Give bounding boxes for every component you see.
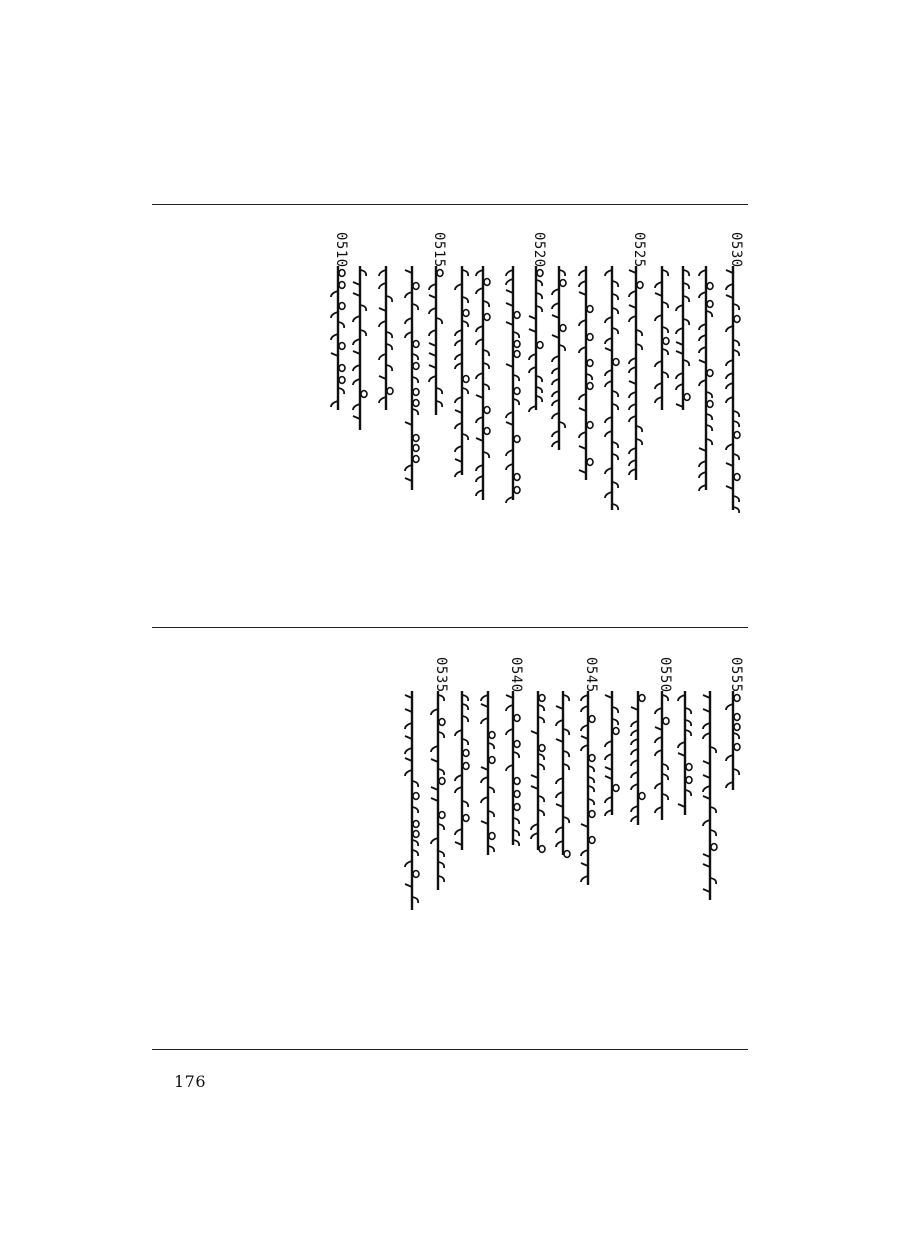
vertical-script-glyphs	[327, 264, 349, 604]
vertical-script-glyphs	[651, 689, 673, 1029]
text-line	[672, 240, 694, 580]
vertical-script-glyphs	[349, 264, 371, 604]
vertical-script-glyphs	[722, 689, 744, 1029]
vertical-script-glyphs	[401, 264, 423, 604]
text-line	[451, 240, 473, 580]
text-line	[349, 240, 371, 580]
vertical-script-glyphs	[502, 264, 524, 604]
text-line	[401, 240, 423, 580]
vertical-script-glyphs	[548, 264, 570, 604]
line-number: 0525.	[631, 232, 647, 277]
vertical-script-glyphs	[577, 689, 599, 1029]
line-number: 0555.	[728, 657, 744, 702]
line-number: 0535.	[433, 657, 449, 702]
vertical-script-glyphs	[601, 264, 623, 604]
upper-text-block	[180, 232, 760, 580]
vertical-script-glyphs	[699, 689, 721, 1029]
line-number: 0520.	[531, 232, 547, 277]
text-line	[327, 232, 349, 580]
vertical-script-glyphs	[672, 264, 694, 604]
line-number: 0545.	[583, 657, 599, 702]
text-line	[651, 240, 673, 580]
text-line	[472, 240, 494, 580]
line-number: 0515.	[431, 232, 447, 277]
vertical-script-glyphs	[722, 264, 744, 604]
vertical-script-glyphs	[552, 689, 574, 1029]
text-line	[527, 665, 549, 1005]
line-number: 0550.	[657, 657, 673, 702]
vertical-script-glyphs	[527, 689, 549, 1029]
vertical-script-glyphs	[401, 689, 423, 1029]
text-line	[375, 240, 397, 580]
middle-rule	[152, 627, 748, 628]
vertical-script-glyphs	[627, 689, 649, 1029]
text-line	[427, 657, 449, 1005]
vertical-script-glyphs	[601, 689, 623, 1029]
text-line	[502, 657, 524, 1005]
text-line	[401, 665, 423, 1005]
text-line	[627, 665, 649, 1005]
vertical-script-glyphs	[651, 264, 673, 604]
text-line	[525, 232, 547, 580]
text-line	[722, 232, 744, 580]
vertical-script-glyphs	[472, 264, 494, 604]
text-line	[451, 665, 473, 1005]
text-line	[577, 657, 599, 1005]
text-line	[722, 657, 744, 1005]
text-line	[699, 665, 721, 1005]
vertical-script-glyphs	[575, 264, 597, 604]
text-line	[548, 240, 570, 580]
text-line	[601, 240, 623, 580]
text-line	[695, 240, 717, 580]
text-line	[425, 232, 447, 580]
vertical-script-glyphs	[625, 264, 647, 604]
lower-text-block	[180, 657, 760, 1005]
bottom-rule	[152, 1049, 748, 1050]
text-line	[651, 657, 673, 1005]
line-number: 0540.	[508, 657, 524, 702]
vertical-script-glyphs	[502, 689, 524, 1029]
vertical-script-glyphs	[451, 689, 473, 1029]
vertical-script-glyphs	[427, 689, 449, 1029]
vertical-script-glyphs	[525, 264, 547, 604]
line-number: 0530.	[728, 232, 744, 277]
text-line	[477, 665, 499, 1005]
vertical-script-glyphs	[425, 264, 447, 604]
text-line	[552, 665, 574, 1005]
vertical-script-glyphs	[674, 689, 696, 1029]
page-number: 176	[174, 1072, 207, 1091]
text-line	[625, 232, 647, 580]
text-line	[502, 240, 524, 580]
text-line	[601, 665, 623, 1005]
vertical-script-glyphs	[451, 264, 473, 604]
text-line	[674, 665, 696, 1005]
vertical-script-glyphs	[695, 264, 717, 604]
vertical-script-glyphs	[477, 689, 499, 1029]
top-rule	[152, 204, 748, 205]
vertical-script-glyphs	[375, 264, 397, 604]
line-number: 0510.	[333, 232, 349, 277]
text-line	[575, 240, 597, 580]
